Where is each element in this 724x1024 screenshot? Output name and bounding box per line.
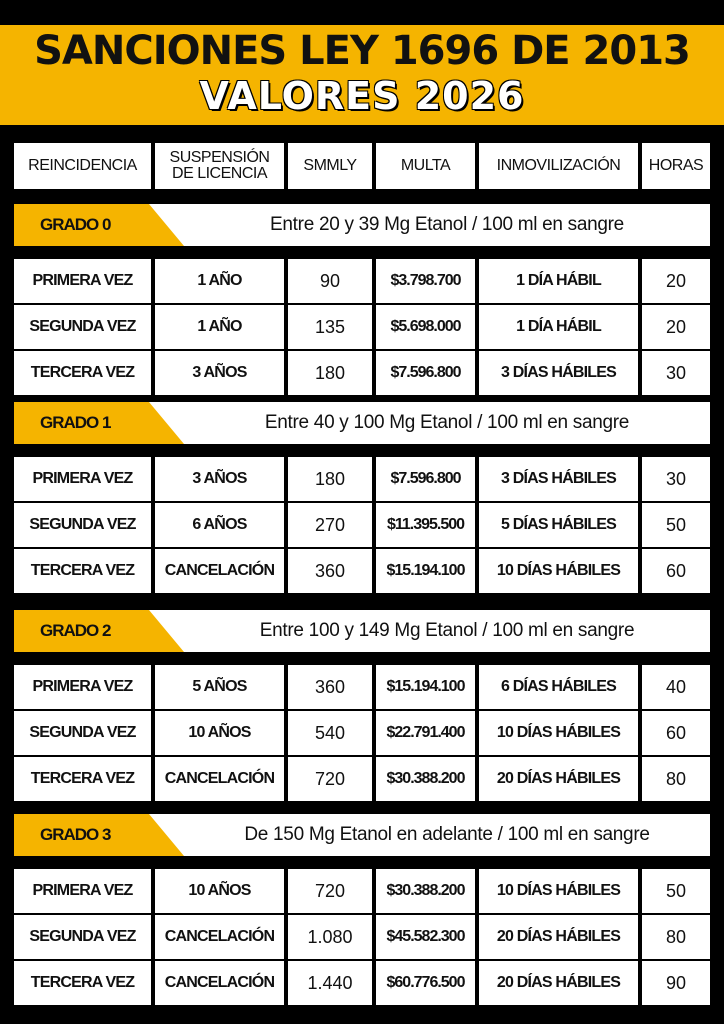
page-title: SANCIONES LEY 1696 DE 2013 — [34, 28, 690, 74]
cell-multa: $22.791.400 — [376, 711, 475, 755]
cell-suspension: 3 AÑOS — [155, 351, 284, 395]
cell-reincidencia: PRIMERA VEZ — [14, 869, 151, 913]
cell-inmovilizacion: 10 DÍAS HÁBILES — [479, 549, 638, 593]
cell-smmly: 720 — [288, 869, 372, 913]
cell-multa: $45.582.300 — [376, 915, 475, 959]
header-suspension — [155, 143, 284, 189]
cell-multa: $15.194.100 — [376, 665, 475, 709]
cell-reincidencia: SEGUNDA VEZ — [14, 711, 151, 755]
cell-reincidencia: TERCERA VEZ — [14, 549, 151, 593]
cell-inmovilizacion: 10 DÍAS HÁBILES — [479, 711, 638, 755]
header-suspension-line1: SUSPENSIÓN — [169, 149, 270, 166]
grade-band — [14, 204, 710, 246]
cell-smmly: 1.080 — [288, 915, 372, 959]
cell-smmly: 360 — [288, 665, 372, 709]
cell-inmovilizacion: 3 DÍAS HÁBILES — [479, 457, 638, 501]
cell-inmovilizacion: 1 DÍA HÁBIL — [479, 259, 638, 303]
grade-label: GRADO 0 — [40, 215, 111, 234]
cell-smmly: 90 — [288, 259, 372, 303]
header-reincidencia: REINCIDENCIA — [14, 143, 151, 189]
cell-multa: $60.776.500 — [376, 961, 475, 1005]
cell-suspension: 10 AÑOS — [155, 711, 284, 755]
cell-horas: 50 — [642, 869, 710, 913]
grade-band — [14, 610, 710, 652]
cell-smmly: 180 — [288, 457, 372, 501]
cell-suspension: CANCELACIÓN — [155, 549, 284, 593]
cell-multa: $11.395.500 — [376, 503, 475, 547]
cell-inmovilizacion: 3 DÍAS HÁBILES — [479, 351, 638, 395]
cell-suspension: CANCELACIÓN — [155, 915, 284, 959]
cell-smmly: 135 — [288, 305, 372, 349]
cell-suspension: 10 AÑOS — [155, 869, 284, 913]
cell-suspension: 1 AÑO — [155, 305, 284, 349]
cell-suspension: 6 AÑOS — [155, 503, 284, 547]
cell-horas: 30 — [642, 457, 710, 501]
cell-reincidencia: TERCERA VEZ — [14, 351, 151, 395]
cell-reincidencia: TERCERA VEZ — [14, 961, 151, 1005]
cell-reincidencia: SEGUNDA VEZ — [14, 305, 151, 349]
cell-smmly: 360 — [288, 549, 372, 593]
cell-horas: 30 — [642, 351, 710, 395]
cell-horas: 80 — [642, 757, 710, 801]
page-subtitle: VALORES 2026 — [199, 74, 525, 118]
cell-multa: $5.698.000 — [376, 305, 475, 349]
cell-smmly: 720 — [288, 757, 372, 801]
grade-label: GRADO 3 — [40, 825, 111, 844]
cell-reincidencia: PRIMERA VEZ — [14, 259, 151, 303]
cell-inmovilizacion: 20 DÍAS HÁBILES — [479, 915, 638, 959]
cell-multa: $3.798.700 — [376, 259, 475, 303]
grade-description: Entre 100 y 149 Mg Etanol / 100 ml en sangre — [259, 620, 635, 641]
cell-smmly: 540 — [288, 711, 372, 755]
grade-band — [14, 402, 710, 444]
cell-reincidencia: SEGUNDA VEZ — [14, 503, 151, 547]
cell-horas: 80 — [642, 915, 710, 959]
cell-horas: 40 — [642, 665, 710, 709]
cell-horas: 90 — [642, 961, 710, 1005]
cell-inmovilizacion: 10 DÍAS HÁBILES — [479, 869, 638, 913]
header-inmovilizacion: INMOVILIZACIÓN — [479, 143, 638, 189]
grade-description: De 150 Mg Etanol en adelante / 100 ml en sangre — [244, 824, 650, 845]
cell-smmly: 270 — [288, 503, 372, 547]
cell-multa: $15.194.100 — [376, 549, 475, 593]
grade-label: GRADO 1 — [40, 413, 111, 432]
cell-reincidencia: TERCERA VEZ — [14, 757, 151, 801]
cell-suspension: CANCELACIÓN — [155, 757, 284, 801]
header-smmly: SMMLY — [288, 143, 372, 189]
grade-label: GRADO 2 — [40, 621, 111, 640]
cell-reincidencia: PRIMERA VEZ — [14, 665, 151, 709]
cell-horas: 60 — [642, 549, 710, 593]
grade-description: Entre 40 y 100 Mg Etanol / 100 ml en sangre — [264, 412, 630, 433]
cell-horas: 20 — [642, 259, 710, 303]
cell-multa: $7.596.800 — [376, 351, 475, 395]
grade-band — [14, 814, 710, 856]
cell-suspension: CANCELACIÓN — [155, 961, 284, 1005]
cell-inmovilizacion: 20 DÍAS HÁBILES — [479, 961, 638, 1005]
cell-smmly: 1.440 — [288, 961, 372, 1005]
cell-inmovilizacion: 5 DÍAS HÁBILES — [479, 503, 638, 547]
cell-multa: $7.596.800 — [376, 457, 475, 501]
cell-inmovilizacion: 1 DÍA HÁBIL — [479, 305, 638, 349]
cell-suspension: 5 AÑOS — [155, 665, 284, 709]
header-multa: MULTA — [376, 143, 475, 189]
cell-multa: $30.388.200 — [376, 869, 475, 913]
cell-smmly: 180 — [288, 351, 372, 395]
cell-horas: 60 — [642, 711, 710, 755]
cell-suspension: 3 AÑOS — [155, 457, 284, 501]
cell-suspension: 1 AÑO — [155, 259, 284, 303]
cell-horas: 20 — [642, 305, 710, 349]
cell-horas: 50 — [642, 503, 710, 547]
header-horas: HORAS — [642, 143, 710, 189]
cell-reincidencia: PRIMERA VEZ — [14, 457, 151, 501]
cell-multa: $30.388.200 — [376, 757, 475, 801]
cell-inmovilizacion: 6 DÍAS HÁBILES — [479, 665, 638, 709]
cell-reincidencia: SEGUNDA VEZ — [14, 915, 151, 959]
cell-inmovilizacion: 20 DÍAS HÁBILES — [479, 757, 638, 801]
grade-description: Entre 20 y 39 Mg Etanol / 100 ml en sangre — [270, 214, 624, 235]
header-suspension-line2: DE LICENCIA — [172, 165, 267, 182]
